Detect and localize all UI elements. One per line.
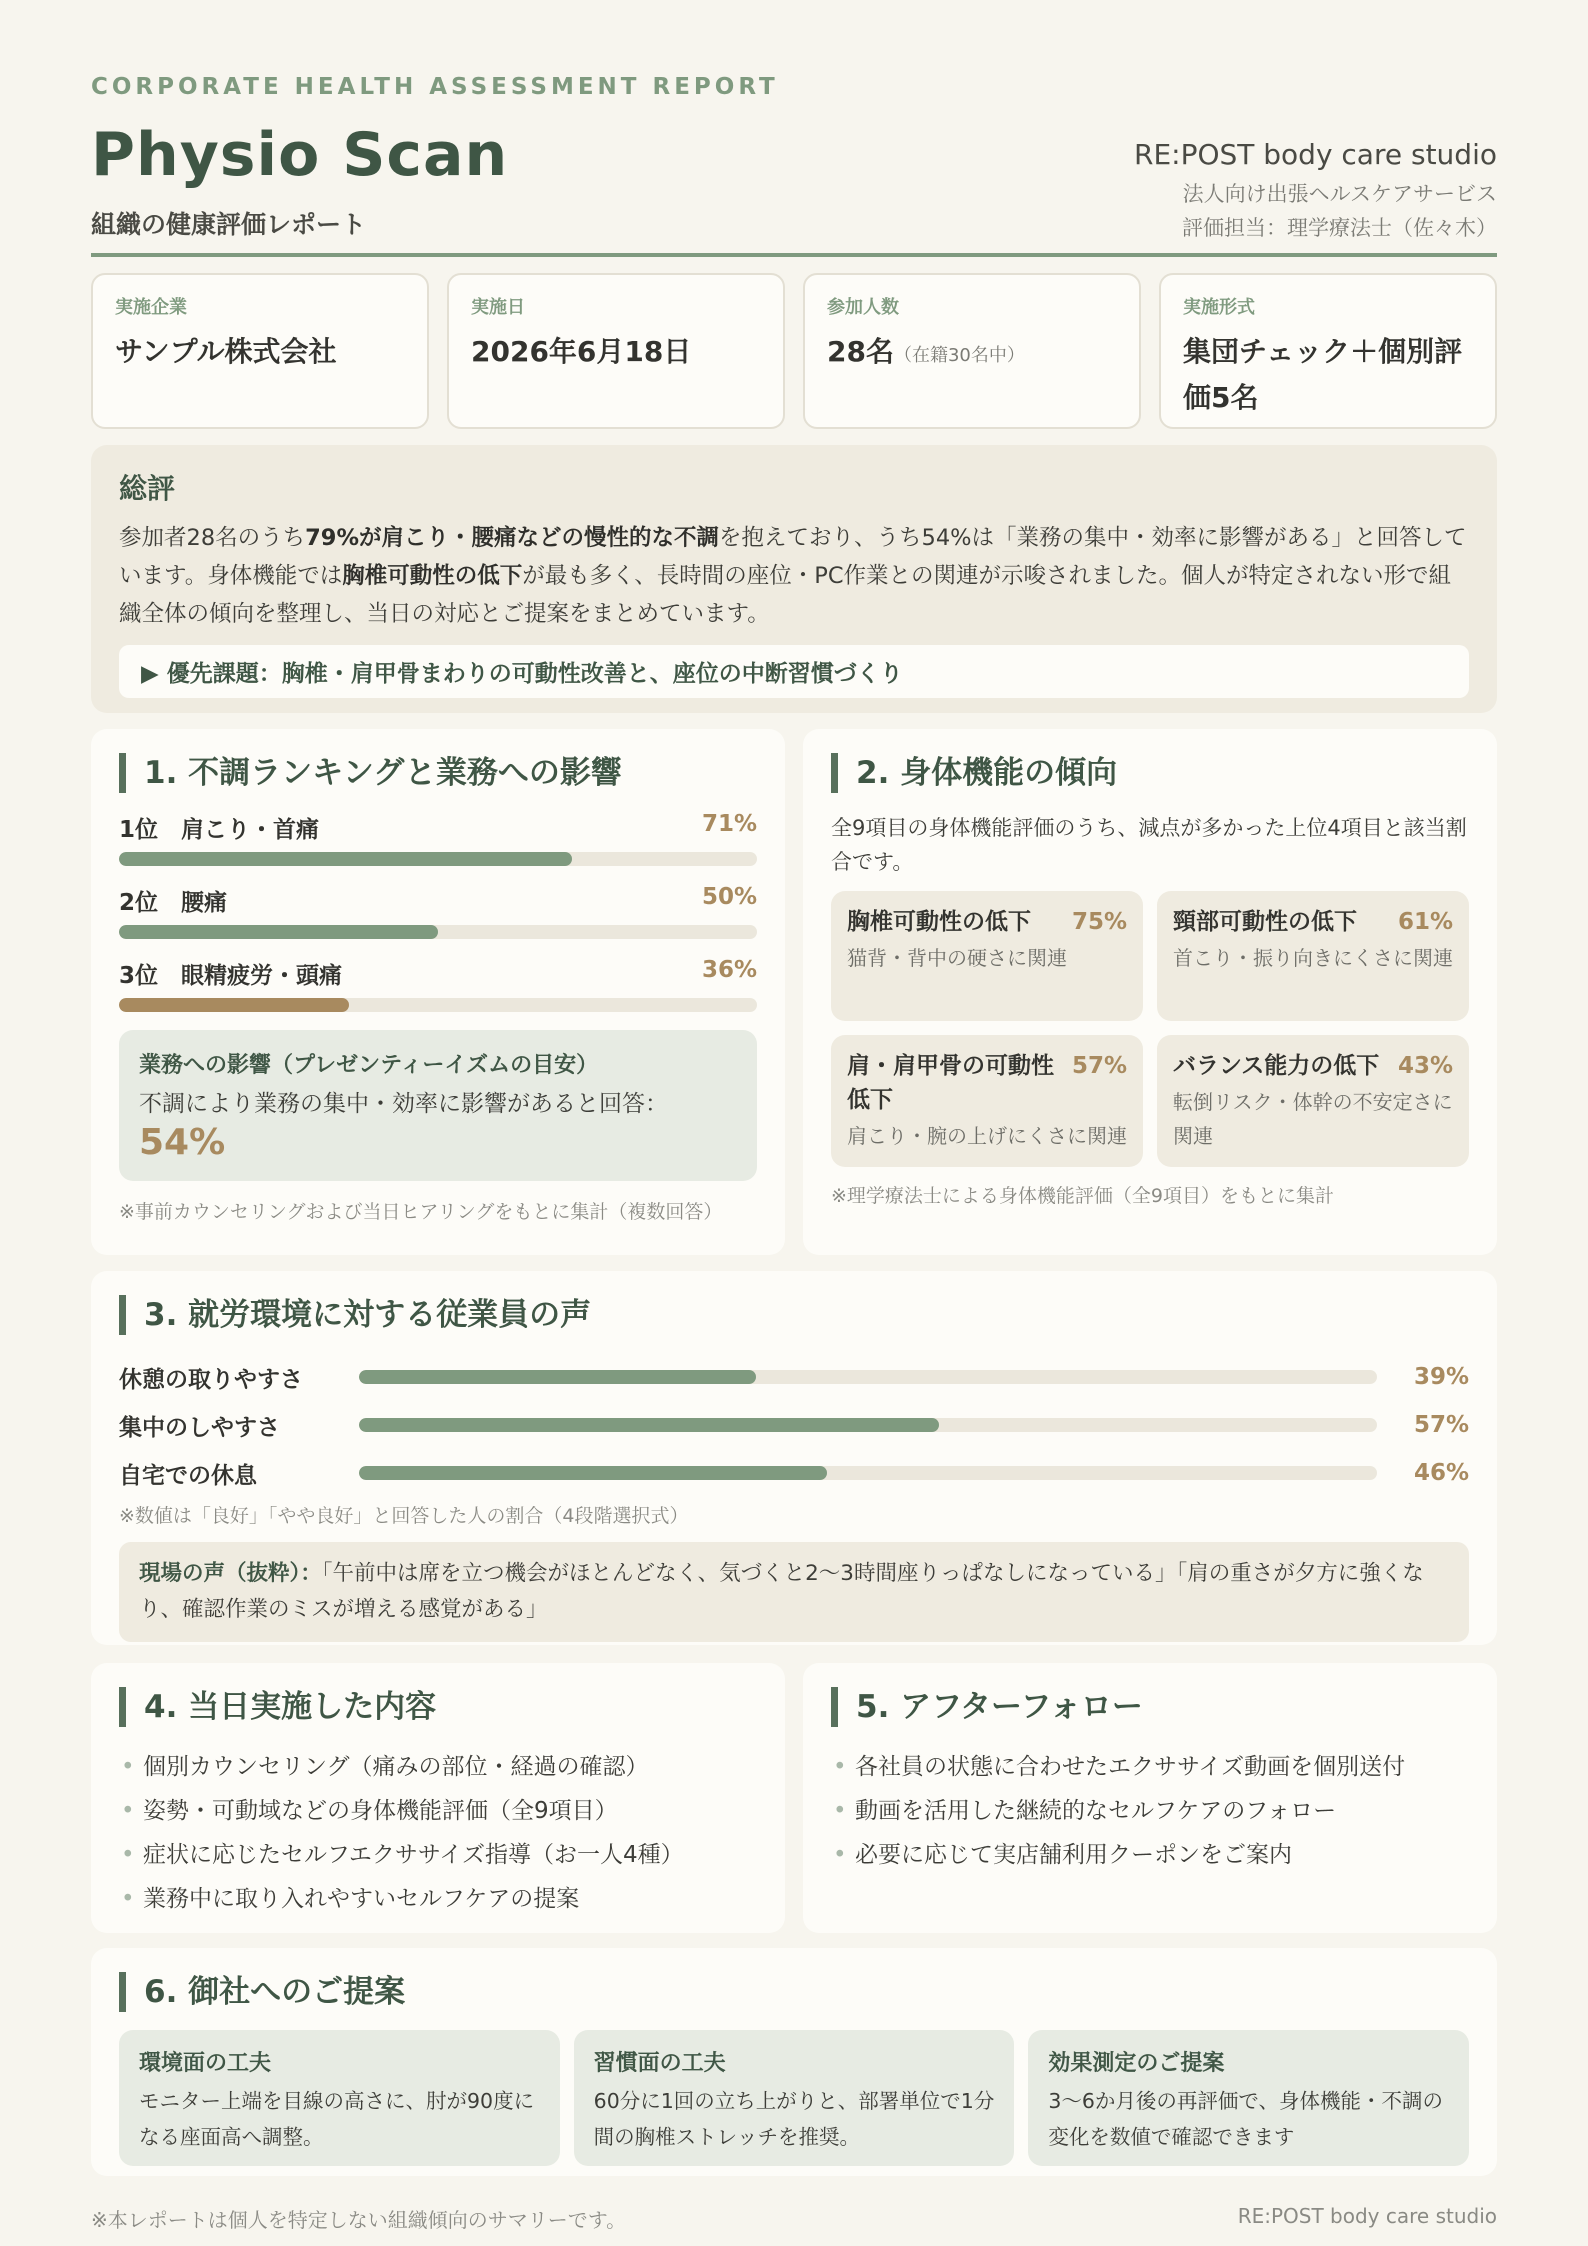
studio-name: RE:POST body care studio <box>1133 138 1497 171</box>
rank-bar-fill <box>119 998 349 1012</box>
function-description: 首こり・振り向きにくさに関連 <box>1173 946 1453 970</box>
rank-bar-track <box>119 998 757 1012</box>
function-head <box>1173 905 1453 939</box>
rank-row <box>119 811 757 844</box>
function-name: 肩・肩甲骨の可動性低下 <box>847 1053 1054 1113</box>
function-head <box>847 1049 1127 1117</box>
voice-percentage: 46% <box>1413 1460 1469 1486</box>
section-title: 3. 就労環境に対する従業員の声 <box>119 1295 1469 1335</box>
info-value: サンプル株式会社 <box>115 335 337 368</box>
service-name: 法人向け出張ヘルスケアサービス <box>1182 182 1497 206</box>
voice-bar-track <box>359 1466 1377 1480</box>
summary-highlight-2: 胸椎可動性の低下 <box>342 563 523 589</box>
section-after-follow <box>803 1663 1497 1933</box>
function-name: バランス能力の低下 <box>1173 1053 1380 1079</box>
info-label: 参加人数 <box>827 297 899 318</box>
function-head <box>1173 1049 1453 1083</box>
function-percentage: 61% <box>1397 909 1453 935</box>
section-complaint-ranking <box>91 729 785 1255</box>
impact-text: 不調により業務の集中・効率に影響があると回答： <box>139 1091 668 1117</box>
section-title: 4. 当日実施した内容 <box>119 1687 757 1727</box>
summary-box <box>91 445 1497 713</box>
voice-label: 休憩の取りやすさ <box>119 1366 303 1393</box>
voice-bar-track <box>359 1370 1377 1384</box>
voice-label: 集中のしやすさ <box>119 1414 280 1441</box>
list-item: • 個別カウンセリング（痛みの部位・経過の確認） <box>119 1745 757 1789</box>
voice-bar-track <box>359 1418 1377 1432</box>
info-label: 実施形式 <box>1183 297 1255 318</box>
priority-callout: ▶ 優先課題：胸椎・肩甲骨まわりの可動性改善と、座位の中断習慣づくり <box>119 645 1469 698</box>
function-description: 猫背・背中の硬さに関連 <box>847 946 1067 970</box>
proposal-text: 3〜6か月後の再評価で、身体機能・不調の変化を数値で確認できます <box>1048 2089 1444 2149</box>
list-item: • 必要に応じて実店舗利用クーポンをご案内 <box>831 1833 1469 1877</box>
rank-percentage: 50% <box>701 884 757 910</box>
proposal-title: 効果測定のご提案 <box>1048 2051 1225 2076</box>
voice-bar-fill <box>359 1466 827 1480</box>
rank-label: 2位 腰痛 <box>119 890 228 916</box>
voice-label: 自宅での休息 <box>119 1462 257 1489</box>
rank-row <box>119 884 757 917</box>
info-value: 集団チェック＋個別評価5名 <box>1183 335 1463 414</box>
voice-percentage: 57% <box>1413 1412 1469 1438</box>
participants-count: 28名 <box>827 335 894 368</box>
function-percentage: 43% <box>1397 1053 1453 1079</box>
voice-bar-list <box>119 1353 1469 1497</box>
proposal-title: 環境面の工夫 <box>139 2051 272 2076</box>
section-proposals <box>91 1948 1497 2176</box>
section-note: ※事前カウンセリングおよび当日ヒアリングをもとに集計（複数回答） <box>119 1201 723 1223</box>
proposal-item <box>119 2030 560 2166</box>
function-grid <box>831 891 1469 1167</box>
list-item: • 業務中に取り入れやすいセルフケアの提案 <box>119 1877 757 1921</box>
rank-label: 3位 眼精疲労・頭痛 <box>119 963 343 989</box>
proposal-text: 60分に1回の立ち上がりと、部署単位で1分間の胸椎ストレッチを推奨。 <box>593 2089 995 2149</box>
rank-percentage: 36% <box>701 957 757 983</box>
list-item: • 姿勢・可動域などの身体機能評価（全9項目） <box>119 1789 757 1833</box>
list-item: • 症状に応じたセルフエクササイズ指導（お一人4種） <box>119 1833 757 1877</box>
function-percentage: 75% <box>1071 909 1127 935</box>
impact-percentage: 54% <box>139 1122 226 1163</box>
function-item <box>1157 891 1469 1021</box>
info-card-company <box>91 273 429 429</box>
follow-list <box>831 1745 1469 1877</box>
voice-row <box>119 1401 1469 1449</box>
summary-title: 総評 <box>119 472 176 505</box>
proposal-item <box>1028 2030 1469 2166</box>
report-title: Physio Scan <box>91 120 509 190</box>
footer-studio: RE:POST body care studio <box>1237 2204 1497 2228</box>
function-item <box>831 891 1143 1021</box>
rank-percentage: 71% <box>701 811 757 837</box>
section-title: 6. 御社へのご提案 <box>119 1972 1469 2012</box>
proposal-title: 習慣面の工夫 <box>593 2051 726 2076</box>
function-description: 転倒リスク・体幹の不安定さに関連 <box>1173 1090 1453 1148</box>
report-kicker: CORPORATE HEALTH ASSESSMENT REPORT <box>91 74 779 100</box>
rank-bar-track <box>119 925 757 939</box>
voice-row <box>119 1353 1469 1401</box>
voice-percentage: 39% <box>1413 1364 1469 1390</box>
impact-title: 業務への影響（プレゼンティーイズムの目安） <box>139 1053 599 1078</box>
quote-text: 「午前中は席を立つ機会がほとんどなく、気づくと2〜3時間座りっぱなしになっている」「肩の重さが夕方に強くなり、確認作業のミスが増える感覚がある」 <box>139 1561 1424 1622</box>
list-item: • 動画を活用した継続的なセルフケアのフォロー <box>831 1789 1469 1833</box>
rank-bar-fill <box>119 925 438 939</box>
voice-bar-fill <box>359 1418 939 1432</box>
info-card-date <box>447 273 785 429</box>
function-percentage: 57% <box>1071 1053 1127 1079</box>
function-name: 胸椎可動性の低下 <box>847 909 1031 935</box>
info-label: 実施日 <box>471 297 525 318</box>
report-subtitle: 組織の健康評価レポート <box>91 210 367 239</box>
info-card-participants <box>803 273 1141 429</box>
voice-bar-fill <box>359 1370 756 1384</box>
proposal-grid <box>119 2030 1469 2166</box>
function-item <box>1157 1035 1469 1167</box>
rank-label: 1位 肩こり・首痛 <box>119 817 320 843</box>
summary-text: 参加者28名のうち79%が肩こり・腰痛などの慢性的な不調を抱えており、うち54%は「業務の集中・効率に影響がある」と回答しています。身体機能では胸椎可動性の低下が最も多く、長時間の座位・PC作業との関連が示唆されました。個人が特定されない形で組織全体の傾向を整理し、当日の対応とご提案をまとめています。 <box>119 525 1467 627</box>
function-item <box>831 1035 1143 1167</box>
activity-list <box>119 1745 757 1921</box>
section-note: ※理学療法士による身体機能評価（全9項目）をもとに集計 <box>831 1185 1335 1207</box>
section-description: 全9項目の身体機能評価のうち、減点が多かった上位4項目と該当割合です。 <box>831 816 1467 874</box>
section-title: 2. 身体機能の傾向 <box>831 753 1469 793</box>
participants-note: （在籍30名中） <box>893 345 1025 366</box>
section-title: 5. アフターフォロー <box>831 1687 1469 1727</box>
summary-highlight-1: 79%が肩こり・腰痛などの慢性的な不調 <box>305 525 719 551</box>
ranking-list <box>119 811 757 1012</box>
section-physical-function <box>803 729 1497 1255</box>
function-description: 肩こり・腕の上げにくさに関連 <box>847 1124 1127 1148</box>
voice-row <box>119 1449 1469 1497</box>
list-item: • 各社員の状態に合わせたエクササイズ動画を個別送付 <box>831 1745 1469 1789</box>
proposal-text: モニター上端を目線の高さに、肘が90度になる座面高へ調整。 <box>139 2089 535 2149</box>
info-card-format <box>1159 273 1497 429</box>
info-label: 実施企業 <box>115 297 187 318</box>
section-activities <box>91 1663 785 1933</box>
section-note: ※数値は「良好」「やや良好」と回答した人の割合（4段階選択式） <box>119 1505 689 1527</box>
voice-quote <box>119 1542 1469 1642</box>
function-head <box>847 905 1127 939</box>
rank-row <box>119 957 757 990</box>
header-rule <box>91 253 1497 257</box>
info-value <box>827 329 1117 379</box>
section-employee-voice <box>91 1271 1497 1645</box>
assessor-name: 評価担当：理学療法士（佐々木） <box>1182 216 1497 240</box>
section-title: 1. 不調ランキングと業務への影響 <box>119 753 757 793</box>
footer-disclaimer: ※本レポートは個人を特定しない組織傾向のサマリーです。 <box>91 2208 627 2232</box>
function-name: 頸部可動性の低下 <box>1173 909 1357 935</box>
rank-bar-fill <box>119 852 572 866</box>
info-value: 2026年6月18日 <box>471 335 692 368</box>
quote-label: 現場の声（抜粋）： <box>139 1561 322 1586</box>
impact-box <box>119 1030 757 1181</box>
rank-bar-track <box>119 852 757 866</box>
proposal-item <box>574 2030 1015 2166</box>
